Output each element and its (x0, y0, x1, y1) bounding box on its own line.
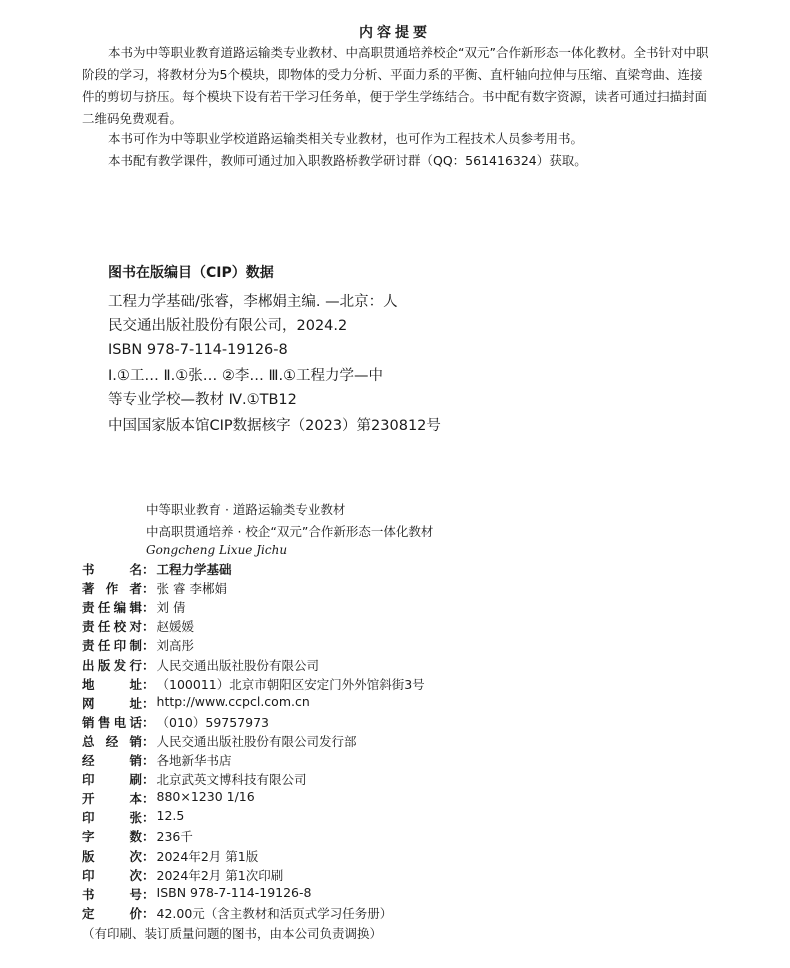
imprint-colon: ： (142, 657, 155, 673)
cip-line-1: 工程力学基础/张睿，李郴娟主编. —北京：人 (108, 294, 398, 310)
imprint-value: 工程力学基础 (156, 562, 232, 577)
imprint-label: 书名 (82, 562, 142, 577)
imprint-colon: ： (142, 753, 155, 768)
imprint-label: 印刷 (82, 772, 142, 788)
imprint-row (82, 617, 194, 635)
summary-paragraph-3: 本书配有教学课件，教师可通过加入职教路桥教学研讨群（QQ：561416324）获取。 (108, 153, 587, 168)
series-line-1: 中等职业教育 · 道路运输类专业教材 (146, 502, 346, 517)
imprint-label: 总经销 (82, 733, 142, 749)
imprint-colon: ： (142, 848, 155, 864)
imprint-colon: ： (142, 638, 155, 654)
imprint-row (82, 847, 258, 865)
imprint-colon: ： (142, 600, 155, 616)
imprint-value: 人民交通出版社股份有限公司发行部 (156, 733, 357, 749)
imprint-label: 印张 (82, 810, 142, 826)
cip-isbn: ISBN 978-7-114-19126-8 (108, 342, 288, 358)
imprint-row (82, 732, 357, 750)
imprint-row (82, 866, 283, 884)
cip-heading: 图书在版编目（CIP）数据 (108, 265, 274, 281)
pinyin-title: Gongcheng Lixue Jichu (146, 543, 288, 557)
imprint-colon: ： (142, 619, 155, 635)
imprint-value: 各地新华书店 (156, 753, 232, 768)
imprint-value: 刘 倩 (156, 600, 186, 616)
cip-line-5: 等专业学校—教材 Ⅳ.①TB12 (108, 392, 297, 408)
imprint-label: 责任印制 (82, 638, 142, 654)
imprint-label: 责任编辑 (82, 600, 142, 616)
imprint-row (82, 808, 184, 826)
cip-line-4: Ⅰ.①工… Ⅱ.①张… ②李… Ⅲ.①工程力学—中 (108, 368, 384, 384)
imprint-row (82, 598, 186, 616)
imprint-colon: ： (142, 905, 155, 921)
imprint-label: 定价 (82, 905, 142, 921)
imprint-value: 12.5 (156, 808, 185, 824)
series-line-2: 中高职贯通培养 · 校企“双元”合作新形态一体化教材 (146, 524, 434, 539)
imprint-value: 880×1230 1/16 (156, 789, 255, 805)
imprint-label: 版次 (82, 848, 142, 864)
cip-line-2: 民交通出版社股份有限公司，2024.2 (108, 318, 348, 334)
imprint-label: 著作者 (82, 581, 142, 597)
imprint-row (82, 789, 255, 807)
summary-paragraph-2: 本书可作为中等职业学校道路运输类相关专业教材，也可作为工程技术人员参考用书。 (108, 131, 584, 146)
imprint-value: ISBN 978-7-114-19126-8 (156, 884, 312, 900)
imprint-label: 开本 (82, 791, 142, 807)
imprint-colon: ： (142, 581, 155, 597)
imprint-value: 42.00元（含主教材和活页式学习任务册） (156, 905, 393, 921)
quality-footnote: （有印刷、装订质量问题的图书，由本公司负责调换） (82, 926, 383, 941)
imprint-row (82, 579, 227, 597)
imprint-value: （010）59757973 (156, 714, 269, 730)
cip-line-6: 中国国家版本馆CIP数据核字（2023）第230812号 (108, 418, 441, 434)
imprint-label: 书号 (82, 886, 142, 902)
imprint-label: 地址 (82, 676, 142, 692)
imprint-value: 人民交通出版社股份有限公司 (156, 657, 320, 673)
imprint-label: 经销 (82, 753, 142, 768)
imprint-label: 网址 (82, 695, 142, 711)
imprint-label: 字数 (82, 829, 142, 845)
imprint-label: 销售电话 (82, 714, 142, 730)
imprint-row (82, 675, 425, 693)
imprint-colon: ： (142, 867, 155, 883)
imprint-colon: ： (142, 886, 155, 902)
imprint-row (82, 904, 392, 922)
imprint-value: 2024年2月 第1版 (156, 848, 259, 864)
imprint-colon: ： (142, 829, 155, 845)
imprint-label: 印次 (82, 867, 142, 883)
imprint-value: http://www.ccpcl.com.cn (156, 693, 310, 709)
imprint-row (82, 560, 232, 578)
imprint-label: 出版发行 (82, 657, 142, 673)
imprint-label: 责任校对 (82, 619, 142, 635)
imprint-row (82, 656, 319, 674)
imprint-colon: ： (142, 676, 155, 692)
imprint-colon: ： (142, 810, 155, 826)
imprint-colon: ： (142, 714, 155, 730)
summary-paragraph-1: 本书为中等职业教育道路运输类专业教材、中高职贯通培养校企“双元”合作新形态一体化教材。全书针对中职阶段的学习，将教材分为5个模块，即物体的受力分析、平面力系的平衡、直杆轴向拉伸与压缩、直梁弯曲、连接件的剪切与挤压。每个模块下设有若干学习任务单，便于学生学练结合。书中配有数字资源，读者可通过扫描封面二维码免费观看。 (82, 45, 709, 126)
imprint-colon: ： (142, 772, 155, 788)
imprint-value: 张 睿 李郴娟 (156, 581, 227, 597)
imprint-row (82, 694, 310, 712)
imprint-colon: ： (142, 695, 155, 711)
imprint-value: 赵媛媛 (156, 619, 195, 635)
imprint-value: 2024年2月 第1次印刷 (156, 867, 284, 883)
imprint-colon: ： (142, 562, 155, 577)
imprint-row (82, 636, 194, 654)
imprint-value: （100011）北京市朝阳区安定门外外馆斜街3号 (156, 676, 425, 692)
imprint-row (82, 885, 311, 903)
imprint-value: 236千 (156, 829, 193, 845)
imprint-colon: ： (142, 733, 155, 749)
imprint-row (82, 827, 193, 845)
imprint-colon: ： (142, 791, 155, 807)
imprint-row (82, 770, 307, 788)
imprint-row (82, 713, 269, 731)
imprint-row (82, 751, 232, 769)
summary-title: 内容提要 (359, 25, 431, 41)
imprint-value: 刘高彤 (156, 638, 195, 654)
imprint-value: 北京武英文博科技有限公司 (156, 772, 307, 788)
